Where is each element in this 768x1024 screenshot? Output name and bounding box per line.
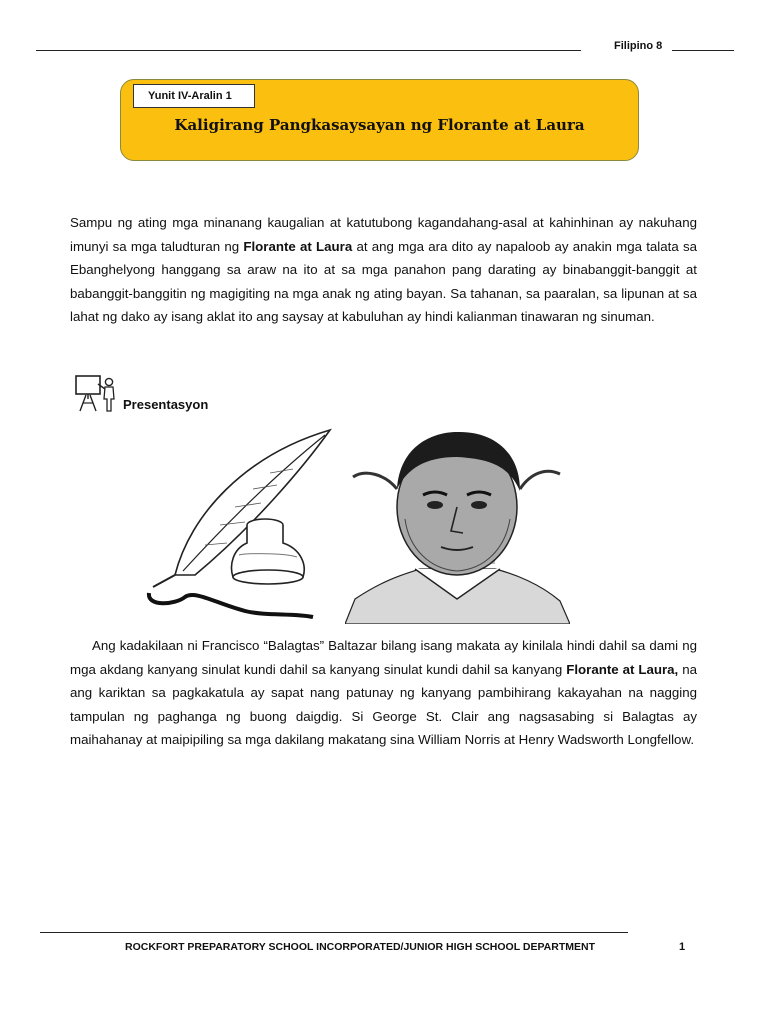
quill-and-inkwell-image <box>135 425 335 625</box>
body-text-1: Ang kadakilaan ni Francisco “Balagtas” Baltazar bilang isang makata ay kinilala hindi dahil sa dami ng mga akdang kanyang sinulat kundi dahil sa kanyang sinulat kundi dahil sa kanyang <box>70 638 697 677</box>
subject-label: Filipino 8 <box>614 40 663 52</box>
body-paragraph <box>70 634 697 752</box>
footer-rule <box>40 932 628 933</box>
intro-paragraph <box>70 211 697 329</box>
presentation-icon <box>74 373 120 413</box>
section-label: Presentasyon <box>123 397 209 412</box>
portrait-of-balagtas-image <box>345 429 570 624</box>
intro-text-1: Sampu ng ating mga minanang kaugalian at katutubong kagandahang-asal at kahinhinan ay nakuhang imunyi sa mga taludturan ng <box>70 215 697 254</box>
header-rule-tail <box>672 50 734 51</box>
lesson-title: Kaligirang Pangkasaysayan ng Florante at Laura <box>174 116 585 134</box>
page-number: 1 <box>679 941 686 953</box>
header-rule <box>36 50 581 51</box>
body-bold-title: Florante at Laura, <box>566 661 679 677</box>
intro-bold-title: Florante at Laura <box>243 238 353 254</box>
lesson-title-box <box>120 79 639 161</box>
footer-school: ROCKFORT PREPARATORY SCHOOL INCORPORATED/JUNIOR HIGH SCHOOL DEPARTMENT <box>125 941 595 953</box>
unit-tag: Yunit IV-Aralin 1 <box>133 84 255 108</box>
body-text-2: na ang kariktan sa pagkakatula ay sapat nang patunay ng kanyang pambihirang kakayahan na nagging tampulan ng paghanga ng buong daigdig. Si George St. Clair ang nagsasabing si Balagtas ay maihahanay at maipipiling sa mga dakilang makatang sina William Norris at Henry Wadsworth Longfellow. <box>70 661 697 747</box>
intro-text-2: at ang mga ara dito ay napaloob ay anakin mga talata sa Ebanghelyong hanggang sa araw na ito at sa mga panahon pang darating ay binabanggit-banggit at babanggit-banggitin ng magigiting na mga anak ng ating bayan. Sa tahanan, sa paaralan, sa lipunan at sa lahat ng dako ay isang aklat ito ang saysay at kabuluhan ay hindi kalianman tinawaran ng sinuman. <box>70 238 698 324</box>
